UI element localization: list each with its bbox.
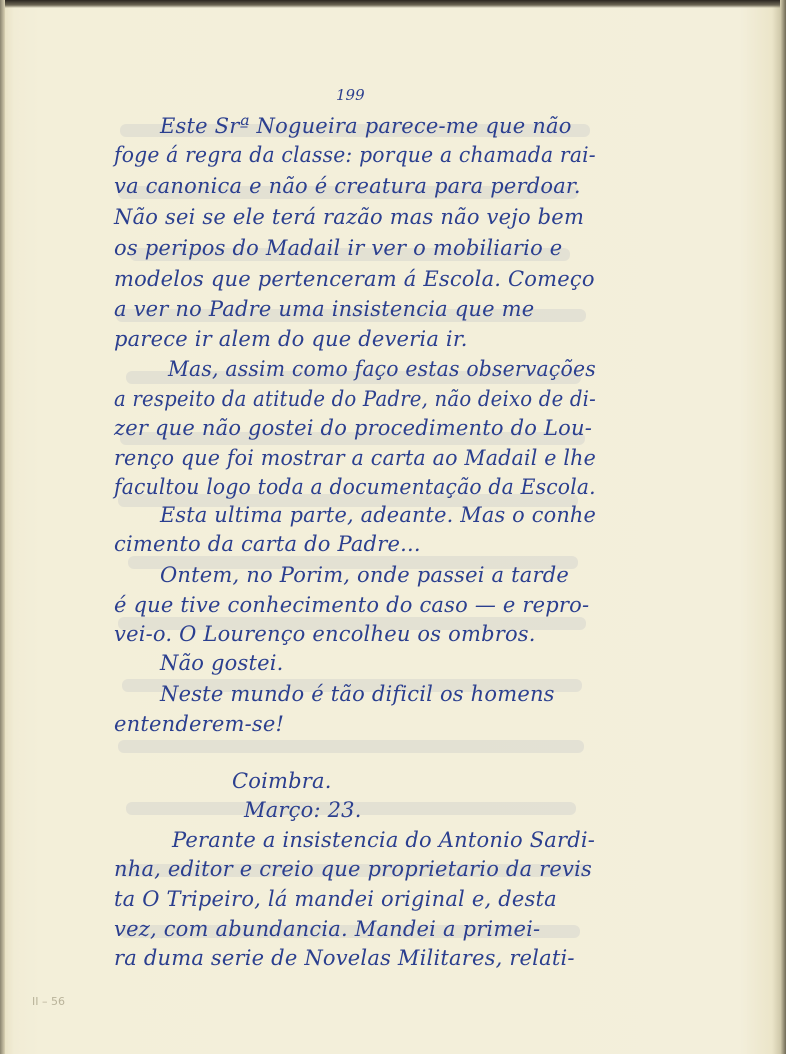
manuscript-line: Não gostei. (160, 651, 284, 675)
faint-margin-mark: II – 56 (32, 995, 65, 1008)
manuscript-line: é que tive conhecimento do caso — e repro- (114, 593, 590, 617)
manuscript-line: modelos que pertenceram á Escola. Começo (114, 267, 595, 291)
page-number: 199 (336, 86, 365, 104)
manuscript-line: Mas, assim como faço estas observações (168, 357, 596, 381)
left-binding-edge (0, 0, 5, 1054)
manuscript-line: va canonica e não é creatura para perdoar. (114, 174, 581, 198)
manuscript-line: nha, editor e creio que proprietario da revis (114, 857, 592, 881)
manuscript-line: Este Srª Nogueira parece-me que não (160, 114, 572, 138)
manuscript-line: os peripos do Madail ir ver o mobiliario e (114, 236, 563, 260)
manuscript-line: cimento da carta do Padre... (114, 532, 421, 556)
manuscript-line: Esta ultima parte, adeante. Mas o conhe (160, 503, 597, 527)
manuscript-line: renço que foi mostrar a carta ao Madail e lhe (114, 446, 597, 470)
manuscript-line: entenderem-se! (114, 712, 285, 736)
manuscript-line: Neste mundo é tão dificil os homens (160, 682, 555, 706)
manuscript-line: foge á regra da classe: porque a chamada rai- (114, 143, 596, 167)
manuscript-line: a ver no Padre uma insistencia que me (114, 297, 535, 321)
manuscript-line: zer que não gostei do procedimento do Lou- (114, 416, 592, 440)
top-shadow-edge (0, 0, 786, 8)
manuscript-line: vei-o. O Lourenço encolheu os ombros. (114, 622, 536, 646)
right-page-edge (780, 0, 786, 1054)
manuscript-line: parece ir alem do que deveria ir. (114, 327, 468, 351)
manuscript-line: a respeito da atitude do Padre, não deixo de di- (114, 387, 597, 411)
manuscript-line: ta O Tripeiro, lá mandei original e, desta (114, 887, 557, 911)
manuscript-line: Março: 23. (244, 798, 362, 822)
manuscript-line: Ontem, no Porim, onde passei a tarde (160, 563, 569, 587)
manuscript-line: Coimbra. (232, 769, 332, 793)
manuscript-line: ra duma serie de Novelas Militares, relati- (114, 946, 575, 970)
manuscript-line: facultou logo toda a documentação da Escola. (114, 475, 596, 499)
manuscript-line: Perante a insistencia do Antonio Sardi- (172, 828, 596, 852)
manuscript-line: vez, com abundancia. Mandei a primei- (114, 917, 541, 941)
manuscript-line: Não sei se ele terá razão mas não vejo bem (114, 205, 585, 229)
